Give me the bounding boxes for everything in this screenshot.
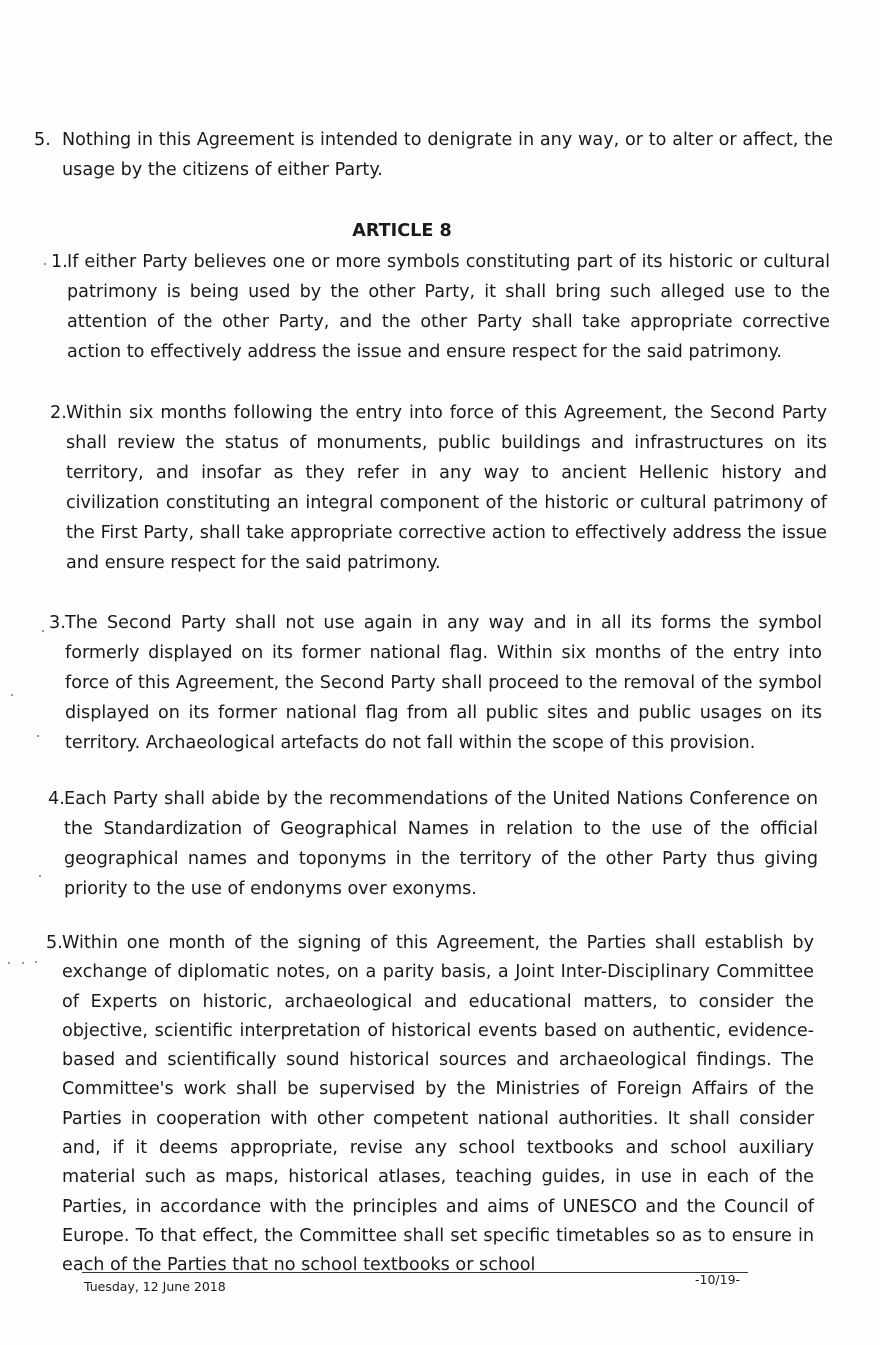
article-heading: ARTICLE 8	[352, 221, 452, 241]
paragraph-text: The Second Party shall not use again in any way and in all its forms the symbol formerly displayed on its former national flag. Within six months of the entry into force of this Agreement, the Second Party shall proceed to the removal of the symbol displayed on its former national flag from all public sites and public usages on its territory. Archaeological artefacts do not fall within the scope of this provision.	[65, 613, 822, 753]
article-8-paragraph-2	[50, 398, 827, 578]
paragraph-number: 3.	[49, 613, 66, 633]
scan-speck	[42, 630, 44, 632]
article-8-paragraph-4	[48, 784, 818, 904]
article-8-paragraph-1	[51, 247, 830, 367]
scan-speck	[37, 735, 39, 737]
paragraph-text: If either Party believes one or more symbols constituting part of its historic or cultural patrimony is being used by the other Party, it shall bring such alleged use to the attention of the other Party, and the other Party shall take appropriate corrective action to effectively address the issue and ensure respect for the said patrimony.	[67, 252, 830, 362]
footer-divider	[82, 1272, 748, 1273]
article-8-paragraph-5	[46, 929, 814, 1281]
paragraph-5	[34, 125, 833, 185]
footer-date: Tuesday, 12 June 2018	[84, 1279, 226, 1294]
paragraph-text: Each Party shall abide by the recommendations of the United Nations Conference on the Standardization of Geographical Names in relation to the use of the official geographical names and toponyms in the territory of the other Party thus giving priority to the use of endonyms over exonyms.	[64, 789, 818, 899]
paragraph-text: Nothing in this Agreement is intended to denigrate in any way, or to alter or affect, the usage by the citizens of either Party.	[62, 130, 833, 180]
scan-speck	[8, 962, 10, 964]
paragraph-number: 5.	[46, 933, 63, 953]
article-8-paragraph-3	[49, 608, 822, 758]
scan-speck	[39, 875, 41, 877]
paragraph-text: Within one month of the signing of this Agreement, the Parties shall establish by exchange of diplomatic notes, on a parity basis, a Joint Inter-Disciplinary Committee of Experts on historic, archaeological and educational matters, to consider the objective, scientific interpretation of historical events based on authentic, evidence-based and scientifically sound historical sources and archaeological findings. The Committee's work shall be supervised by the Ministries of Foreign Affairs of the Parties in cooperation with other competent national authorities. It shall consider and, if it deems appropriate, revise any school textbooks and school auxiliary material such as maps, historical atlases, teaching guides, in use in each of the Parties, in accordance with the principles and aims of UNESCO and the Council of Europe. To that effect, the Committee shall set specific timetables so as to ensure in each of the Parties that no school textbooks or school	[62, 933, 814, 1276]
paragraph-number: 4.	[48, 789, 65, 809]
paragraph-number: 2.	[50, 403, 67, 423]
paragraph-number: 1.	[51, 252, 68, 272]
scan-speck	[44, 263, 46, 265]
scan-speck	[11, 694, 13, 696]
footer-page-number: -10/19-	[695, 1272, 741, 1287]
scan-speck	[22, 962, 24, 964]
paragraph-text: Within six months following the entry into force of this Agreement, the Second Party shall review the status of monuments, public buildings and infrastructures on its territory, and insofar as they refer in any way to ancient Hellenic history and civilization constituting an integral component of the historic or cultural patrimony of the First Party, shall take appropriate corrective action to effectively address the issue and ensure respect for the said patrimony.	[66, 403, 827, 573]
scan-speck	[35, 961, 37, 963]
paragraph-number: 5.	[34, 130, 51, 150]
